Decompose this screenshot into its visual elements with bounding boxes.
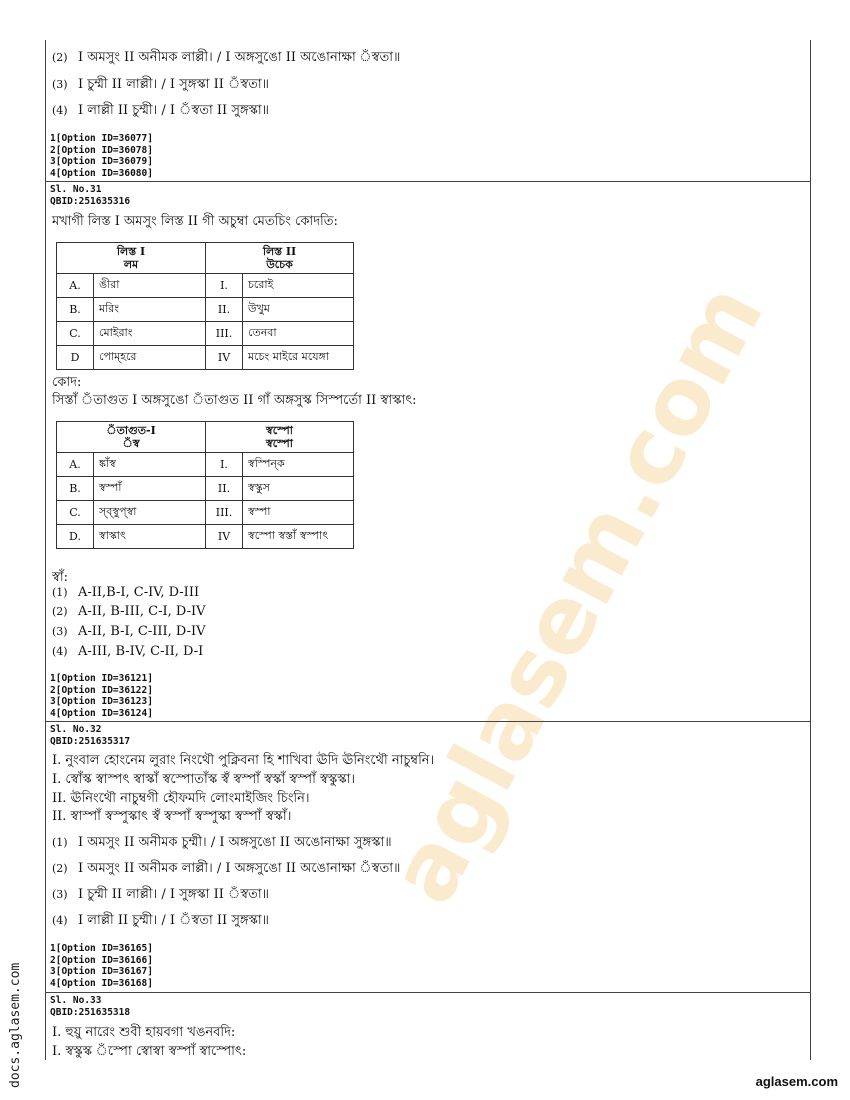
table-row: A. ঙীরা I. চরোই <box>57 274 354 298</box>
option-id-list: 1[Option ID=36077] 2[Option ID=36078] 3[Option ID=36079] 4[Option ID=36080] <box>50 133 153 179</box>
table-row: B. মরিং II. উখুম <box>57 298 354 322</box>
statement-line: I. স্বোঁস্ক স্বাস্পৎ স্বাস্কাঁ স্বস্পোতাঁস্ক স্বঁ স্বস্পাঁ স্বস্কাঁ স্বস্পাঁ স্বস্কুস্কা। <box>52 772 356 787</box>
option-item: (4) A-III, B-IV, C-II, D-I <box>52 644 204 659</box>
option-id-list: 1[Option ID=36121] 2[Option ID=36122] 3[Option ID=36123] 4[Option ID=36124] <box>50 673 153 719</box>
side-url[interactable]: docs.aglasem.com <box>8 962 23 1088</box>
option-item: (3) I চুম্মী II লাল্লী। / I সুঙ্গস্কা II ঁস্বতা॥ <box>52 887 270 902</box>
footer-brand[interactable]: aglasem.com <box>755 1074 838 1089</box>
statement-line: I. নুংবাল হোংনেম লুরাং নিংথৌ পুক্নিবনা হি শাখিবা ঊদি ঊনিংথৌ নাচুম্বনি। <box>52 753 435 768</box>
table-header: লিস্ত II উচেক <box>206 243 354 274</box>
question-stem-translation: সিস্তাঁ ঁতাগুত I অঙ্গসুঙো ঁতাগুত II গাঁ অঙ্গসুস্ক সিস্পর্তো II স্বাস্কাৎ: <box>52 393 417 408</box>
option-item: (2) I অমসুং II অনীমক লাল্লী। / I অঙ্গসুঙো II অঙোনাক্ষা ঁস্বতা॥ <box>52 861 401 876</box>
question-meta: Sl. No.33 QBID:251635318 <box>50 995 131 1018</box>
statement-line: I. স্বস্কুস্ক ঁস্পো স্বোস্বা স্বস্পাঁ স্বাস্পোৎ: <box>52 1044 247 1059</box>
table-row: C. স্ব্স্বুপ্স্বা III. স্বস্পা <box>57 501 354 525</box>
question-divider <box>45 992 810 993</box>
table-row: D. স্বাস্কাৎ IV স্বস্পো স্বস্তাঁ স্বস্পাৎ <box>57 525 354 549</box>
table-row: A. ঙ্কাঁস্ব I. স্বস্পিন্ক <box>57 453 354 477</box>
option-item: (4) I লাল্লী II চুম্মী। / I ঁস্বতা II সুঙ্গস্কা॥ <box>52 913 270 928</box>
table-header: লিস্ত I লম <box>57 243 206 274</box>
option-item: (1) A-II,B-I, C-IV, D-III <box>52 585 200 600</box>
match-table <box>56 242 354 370</box>
option-item: (2) I অমসুং II অনীমক লাল্লী। / I অঙ্গসুঙো II অঙোনাক্ষা ঁস্বতা॥ <box>52 50 401 65</box>
option-item: (3) A-II, B-I, C-III, D-IV <box>52 624 206 639</box>
statement-line: II. ঊনিংথৌ নাচুম্বগী হৌফমদি লোংমাইজিং চিংনি। <box>52 791 310 806</box>
table-row: D পোম্হরে IV মচেং মাইরে মযেঙ্গা <box>57 346 354 370</box>
option-id-list: 1[Option ID=36165] 2[Option ID=36166] 3[Option ID=36167] 4[Option ID=36168] <box>50 943 153 989</box>
option-item: (4) I লাল্লী II চুম্মী। / I ঁস্বতা II সুঙ্গস্কা॥ <box>52 103 270 118</box>
statement-line: II. স্বাস্পাঁ স্বস্পুস্কাৎ স্বঁ স্বস্পাঁ স্বস্পুস্কা স্বস্পাঁ স্বস্কাঁ। <box>52 809 292 824</box>
statement-line: I. হুয়ু নারেং শুবী হায়বগা খঙনবদি: <box>52 1025 236 1040</box>
option-item: (3) I চুম্মী II লাল্লী। / I সুঙ্গস্কা II ঁস্বতা॥ <box>52 77 270 92</box>
table-row: C. মোইরাং III. তেনবা <box>57 322 354 346</box>
option-item: (1) I অমসুং II অনীমক চুম্মী। / I অঙ্গসুঙো II অঙোনাক্ষা সুঙ্গস্কা॥ <box>52 835 392 850</box>
table-header: ঁতাগুত-I ঁস্ব <box>57 422 206 453</box>
question-divider <box>45 721 810 722</box>
code-label: কোদ: <box>52 375 82 390</box>
question-meta: Sl. No.31 QBID:251635316 <box>50 184 131 207</box>
watermark: aglasem.com <box>368 266 785 921</box>
table-header: স্বস্পো স্বস্পো <box>206 422 354 453</box>
match-table <box>56 421 354 549</box>
page-frame <box>45 40 811 1060</box>
question-divider <box>45 181 810 182</box>
question-meta: Sl. No.32 QBID:251635317 <box>50 724 131 747</box>
code-label: স্বাঁ: <box>52 570 69 585</box>
table-row: B. স্বস্পাঁ II. স্বস্কুস <box>57 477 354 501</box>
question-stem: মখাগী লিস্ত I অমসুং লিস্ত II গী অচুম্বা মেতচিং কোদতি: <box>52 214 338 229</box>
option-item: (2) A-II, B-III, C-I, D-IV <box>52 604 206 619</box>
